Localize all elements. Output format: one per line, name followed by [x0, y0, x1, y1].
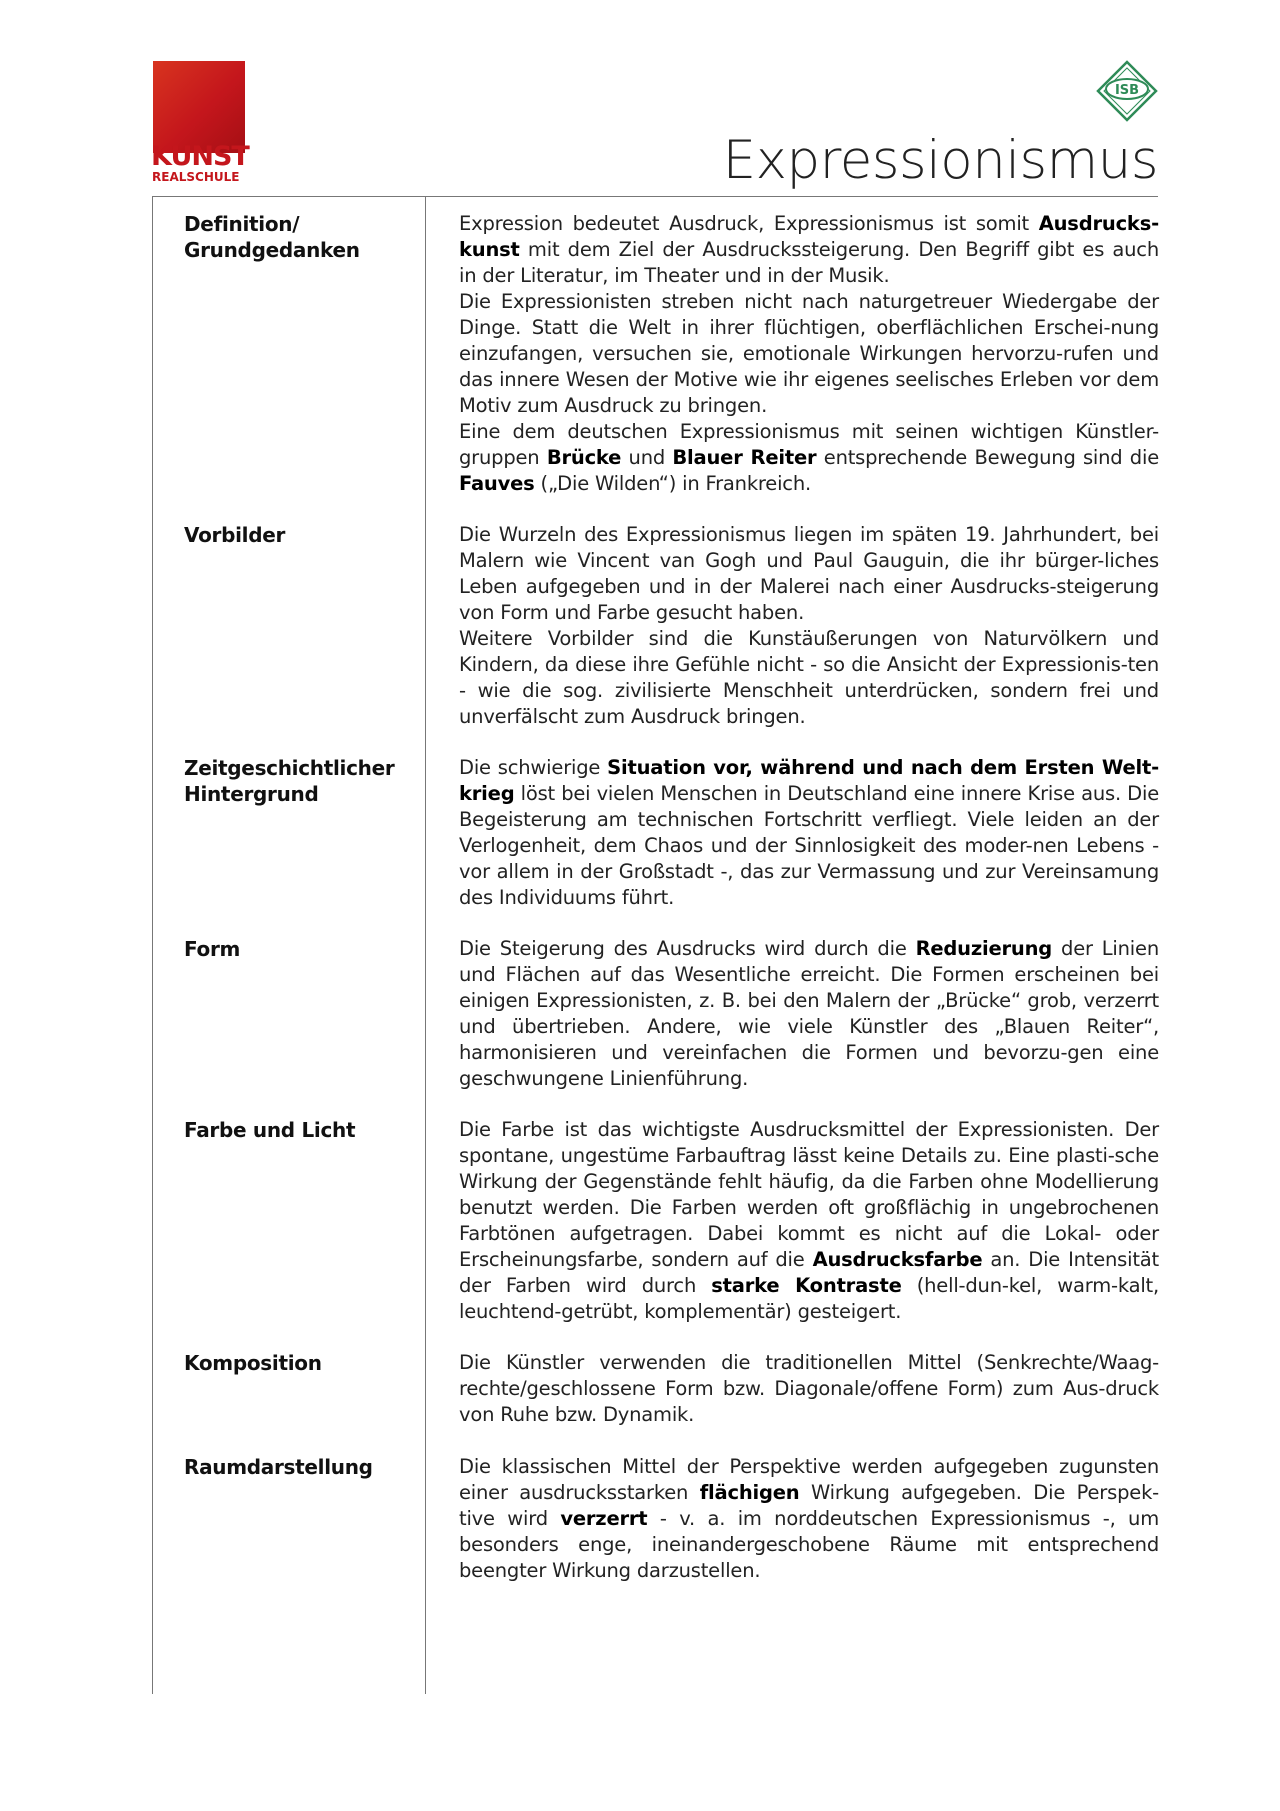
- section-label: Raumdarstellung: [184, 1455, 373, 1479]
- emphasis-text: starke Kontraste: [711, 1274, 902, 1297]
- section-label: Vorbilder: [184, 523, 286, 547]
- body-text-run: Die Künstler verwenden die traditionellen Mittel (Senkrechte/Waag-rechte/geschlossene Form bzw. Diagonale/offene Form) zum Aus-druck von Ruhe bzw. Dynamik.: [459, 1351, 1159, 1426]
- body-paragraph: [459, 1454, 1159, 1584]
- section-body: [459, 936, 1159, 1092]
- left-border: [152, 196, 153, 1694]
- emphasis-text: Fauves: [459, 472, 535, 495]
- kunst-logo-text: KUNST: [151, 141, 249, 172]
- emphasis-text: Reduzierung: [915, 937, 1053, 960]
- body-text-run: Wirkung aufgegeben. Die Perspek-tive wird: [459, 1481, 1159, 1530]
- body-text-run: mit dem Ziel der Ausdruckssteigerung. Den Begriff gibt es auch in der Literatur, im Theater und in der Musik.: [459, 238, 1159, 287]
- section-label: Zeitgeschichtlicher Hintergrund: [184, 756, 395, 806]
- section-body: [459, 755, 1159, 911]
- body-text-run: - v. a. im norddeutschen Expressionismus -, um besonders enge, ineinandergeschobene Räume mit entsprechend beengter Wirkung darzustellen.: [459, 1507, 1159, 1582]
- isb-logo-icon: [1096, 60, 1158, 122]
- body-text-run: der Linien und Flächen auf das Wesentliche erreicht. Die Formen erscheinen bei einigen Expressionisten, z. B. bei den Malern der „Brücke“ grob, verzerrt und übertrieben. Andere, wie viele Künstler des „Blauen Reiter“, harmonisieren und vereinfachen die Formen und bevorzu-gen eine geschwungene Linienführung.: [459, 937, 1159, 1090]
- column-divider: [425, 196, 426, 1694]
- emphasis-text: Ausdrucks-kunst: [459, 212, 1159, 261]
- body-text-run: löst bei vielen Menschen in Deutschland eine innere Krise aus. Die Begeisterung am technischen Fortschritt verfliegt. Viele leiden an der Verlogenheit, dem Chaos und der Sinnlosigkeit des moder-nen Lebens - vor allem in der Großstadt -, das zur Vermassung und zur Vereinsamung des Individuums führt.: [459, 782, 1159, 909]
- body-paragraph: [459, 1117, 1159, 1325]
- body-text-run: Die Farbe ist das wichtigste Ausdrucksmittel der Expressionisten. Der spontane, ungestüme Farbauftrag lässt keine Details zu. Eine plasti-sche Wirkung der Gegenstände fehlt häufig, da die Farben ohne Modellierung benutzt werden. Die Farben werden oft großflächig in ungebrochenen Farbtönen aufgetragen. Dabei kommt es nicht auf die Lokal- oder Erscheinungsfarbe, sondern auf die: [459, 1118, 1159, 1271]
- body-paragraph: [459, 522, 1159, 626]
- body-text-run: („Die Wilden“) in Frankreich.: [534, 472, 811, 495]
- body-text-run: Expression bedeutet Ausdruck, Expressionismus ist somit: [459, 212, 1039, 235]
- section-body: [459, 211, 1159, 497]
- page-title: Expressionismus: [722, 130, 1158, 191]
- kunst-logo-block: [153, 61, 245, 153]
- section-body: [459, 522, 1159, 730]
- section-label: Farbe und Licht: [184, 1118, 356, 1142]
- emphasis-text: flächigen: [699, 1481, 800, 1504]
- body-paragraph: [459, 936, 1159, 1092]
- emphasis-text: Situation vor, während und nach dem Ersten Welt-krieg: [459, 756, 1160, 805]
- body-paragraph: [459, 755, 1159, 911]
- body-paragraph: [459, 1350, 1159, 1428]
- emphasis-text: verzerrt: [560, 1507, 648, 1530]
- section-body: [459, 1454, 1159, 1584]
- body-text-run: Die Steigerung des Ausdrucks wird durch die: [459, 937, 916, 960]
- section-label: Form: [184, 937, 241, 961]
- body-paragraph: [459, 289, 1159, 419]
- isb-logo-label: ISB: [1114, 83, 1140, 98]
- body-paragraph: [459, 626, 1159, 730]
- emphasis-text: Ausdrucksfarbe: [812, 1248, 983, 1271]
- section-body: [459, 1350, 1159, 1428]
- body-text-run: Weitere Vorbilder sind die Kunstäußerungen von Naturvölkern und Kindern, da diese ihre Gefühle nicht - so die Ansicht der Expressionis-ten - wie die sog. zivilisierte Menschheit unterdrücken, sondern frei und unverfälscht zum Ausdruck bringen.: [459, 627, 1159, 728]
- body-text-run: Die klassischen Mittel der Perspektive werden aufgegeben zugunsten einer ausdrucksstarken: [459, 1455, 1159, 1504]
- emphasis-text: Blauer Reiter: [672, 446, 817, 469]
- body-text-run: Eine dem deutschen Expressionismus mit seinen wichtigen Künstler-gruppen: [459, 420, 1159, 469]
- body-text-run: an. Die Intensität der Farben wird durch: [459, 1248, 1159, 1297]
- title-divider: [152, 196, 1158, 197]
- body-text-run: (hell-dun-kel, warm-kalt, leuchtend-getrübt, komplementär) gesteigert.: [459, 1274, 1160, 1323]
- emphasis-text: Brücke: [546, 446, 622, 469]
- realschule-logo-text: REALSCHULE: [152, 170, 240, 184]
- body-text-run: entsprechende Bewegung sind die: [816, 446, 1160, 469]
- section-label: Definition/ Grundgedanken: [184, 212, 360, 262]
- body-text-run: und: [621, 446, 673, 469]
- body-text-run: Die Wurzeln des Expressionismus liegen im späten 19. Jahrhundert, bei Malern wie Vincent van Gogh und Paul Gauguin, die ihr bürger-liches Leben aufgegeben und in der Malerei nach einer Ausdrucks-steigerung von Form und Farbe gesucht haben.: [459, 523, 1159, 624]
- body-text-run: Die Expressionisten streben nicht nach naturgetreuer Wiedergabe der Dinge. Statt die Welt in ihrer flüchtigen, oberflächlichen Erschei-nung einzufangen, versuchen sie, emotionale Wirkungen hervorzu-rufen und das innere Wesen der Motive wie ihr eigenes seelisches Erleben vor dem Motiv zum Ausdruck zu bringen.: [459, 290, 1159, 417]
- body-paragraph: [459, 419, 1159, 497]
- body-text-run: Die schwierige: [459, 756, 608, 779]
- body-paragraph: [459, 211, 1159, 289]
- section-label: Komposition: [184, 1351, 322, 1375]
- section-body: [459, 1117, 1159, 1325]
